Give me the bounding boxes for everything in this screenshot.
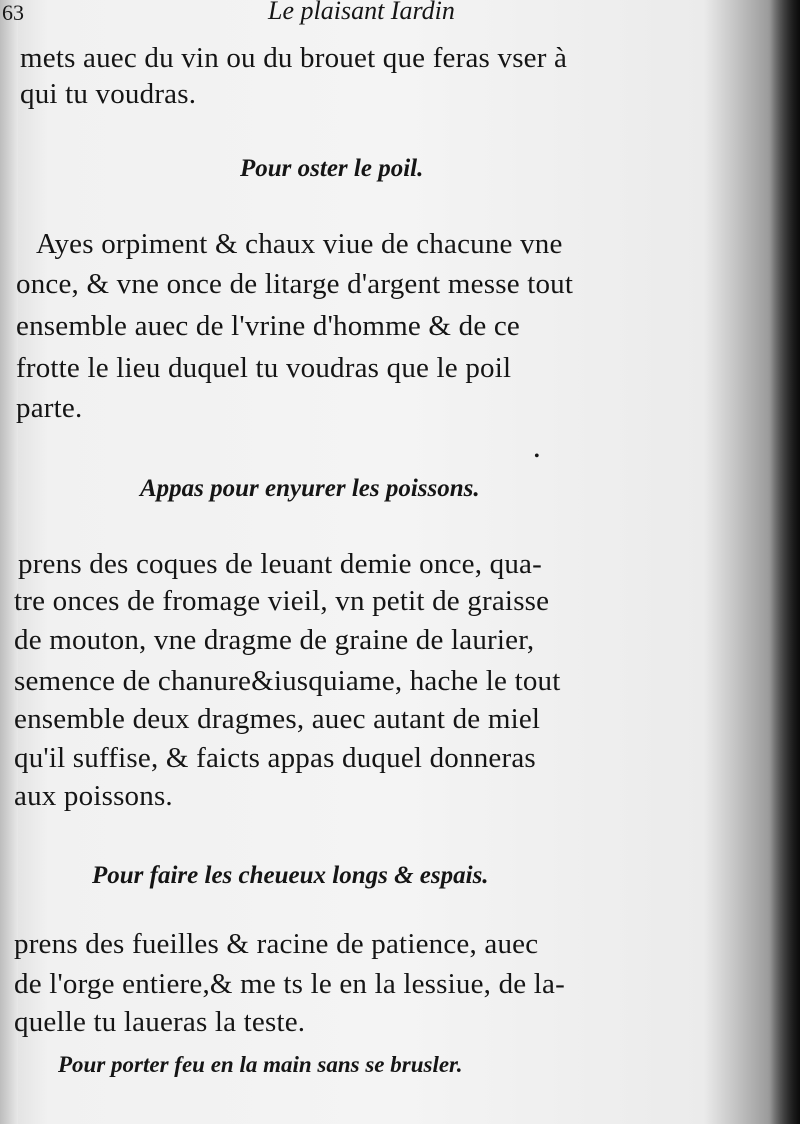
- section-heading: Appas pour enyurer les poissons.: [140, 475, 480, 502]
- text-line: prens des coques de leuant demie once, qua-: [18, 548, 542, 580]
- text-line: aux poissons.: [14, 780, 173, 812]
- text-line: Ayes orpiment & chaux viue de chacune vne: [36, 228, 563, 260]
- text-line: mets auec du vin ou du brouet que feras vser à: [20, 42, 568, 74]
- text-line: qu'il suffise, & faicts appas duquel donneras: [14, 742, 536, 774]
- text-line: quelle tu laueras la teste.: [14, 1006, 306, 1038]
- text-line: ensemble deux dragmes, auec autant de miel: [14, 703, 541, 735]
- page-edge-shadow: [770, 0, 800, 1124]
- page-number: 63: [2, 0, 24, 25]
- section-heading: Pour porter feu en la main sans se brusler.: [58, 1052, 463, 1077]
- text-line: once, & vne once de litarge d'argent messe tout: [16, 268, 574, 300]
- text-line: frotte le lieu duquel tu voudras que le poil: [16, 352, 512, 384]
- text-line: prens des fueilles & racine de patience, auec: [14, 928, 539, 960]
- text-line: ensemble auec de l'vrine d'homme & de ce: [16, 310, 521, 342]
- text-line: de l'orge entiere,& me ts le en la lessiue, de la-: [14, 968, 565, 1000]
- text-line: de mouton, vne dragme de graine de laurier,: [14, 624, 535, 656]
- text-line: parte.: [16, 392, 83, 424]
- running-title: Le plaisant Iardin: [268, 0, 455, 25]
- text-line: semence de chanure&iusquiame, hache le tout: [14, 665, 561, 697]
- ornament-mark: •: [534, 448, 540, 465]
- section-heading: Pour oster le poil.: [240, 155, 424, 182]
- text-line: qui tu voudras.: [20, 78, 197, 110]
- section-heading: Pour faire les cheueux longs & espais.: [92, 862, 489, 889]
- text-line: tre onces de fromage vieil, vn petit de graisse: [14, 585, 550, 617]
